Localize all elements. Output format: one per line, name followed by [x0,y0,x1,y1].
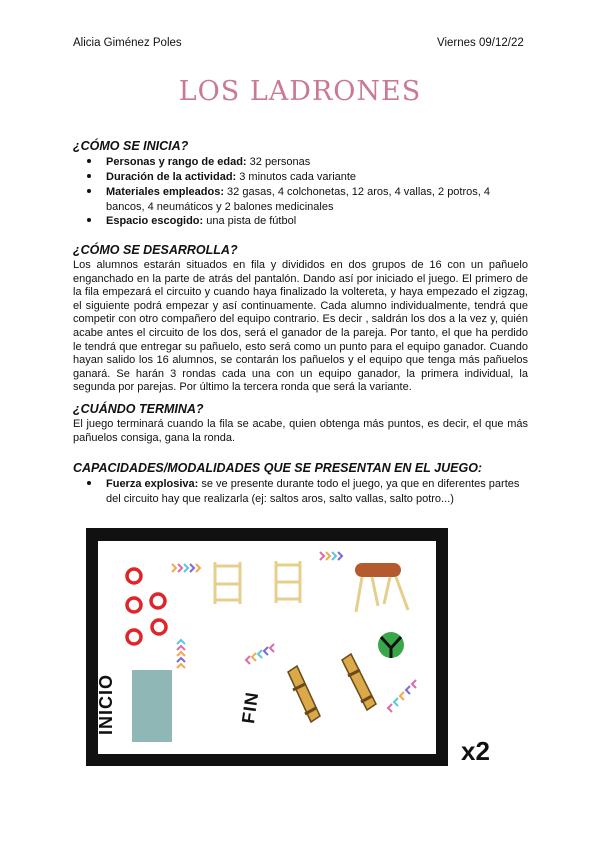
author-name: Alicia Giménez Poles [73,37,182,49]
arrow-up-icon [177,640,185,668]
multiplier-label: x2 [461,736,490,766]
item-label: Espacio escogido: [106,215,204,227]
item-label: Materiales empleados: [106,186,224,198]
end-label: FIN [238,690,263,725]
heading-how-starts: ¿CÓMO SE INICIA? [73,139,189,153]
list-item-continuation: bancos, 4 neumáticos y 2 balones medicinales [106,201,334,213]
medicine-ball-icon [378,632,404,658]
start-label: INICIO [96,673,116,735]
item-text: una pista de fútbol [203,215,297,227]
paragraph-end: El juego terminará cuando la fila se acabe, quien obtenga más puntos, es decir, el que más pañuelos consiga, gana la ronda. [73,418,528,444]
item-text: 3 minutos cada variante [236,171,357,183]
list-item-continuation: del circuito hay que realizarla (ej: saltos aros, salto vallas, salto potro...) [106,493,454,505]
item-label: Fuerza explosiva: [106,478,199,490]
item-text: 32 personas [246,156,311,168]
paragraph-development: Los alumnos estarán situados en fila y divididos en dos grupos de 16 con un pañuelo enganchado en la parte de atrás del pantalón. Dando así por iniciado el juego. El primero de la fila empezará el circuito y cuando haya finalizado la voltereta, y haya empezado el zigzag, el siguiente podrá empezar y así continuamente. Cada alumno individualmente, tendrá que competir con otro compañero del equipo contrario. Es decir , saldrán los dos a la vez y, quién acabe antes el circuito de los dos, será el ganador de la pareja. Por tanto, el que ha perdido le tendrá que entregar su pañuelo, esto será como un punto para el equipo ganador. Cuando hayan salido los 16 alumnos, se contarán los pañuelos y el equipo que tenga más pañuelos ganará. Se harán 3 rondas cada una con un equipo ganador, la primera individual, la segunda por parejas. Por último la tercera ronda que será la variante. [73,259,528,394]
hurdle-icon [276,561,300,603]
item-text: 32 gasas, 4 colchonetas, 12 aros, 4 vallas, 2 potros, 4 [224,186,490,198]
hoops-icon [127,569,166,644]
item-text: se ve presente durante todo el juego, ya que en diferentes partes [198,478,520,490]
bench-icon [288,666,320,722]
heading-capacities: CAPACIDADES/MODALIDADES QUE SE PRESENTAN EN EL JUEGO: [73,461,483,475]
hurdle-icon [215,562,240,604]
vaulting-horse-icon [355,563,408,612]
document-date: Viernes 09/12/22 [437,37,524,49]
arrow-left-icon [246,644,274,664]
heading-when-ends: ¿CUÁNDO TERMINA? [73,402,204,416]
page-title: LOS LADRONES [178,76,422,107]
arrow-right-icon [320,552,342,560]
item-label: Duración de la actividad: [106,171,237,183]
arrow-right-icon [172,564,200,572]
arrow-left-icon [388,680,416,712]
bench-icon [342,654,376,710]
heading-how-develops: ¿CÓMO SE DESARROLLA? [73,243,238,257]
item-label: Personas y rango de edad: [106,156,247,168]
